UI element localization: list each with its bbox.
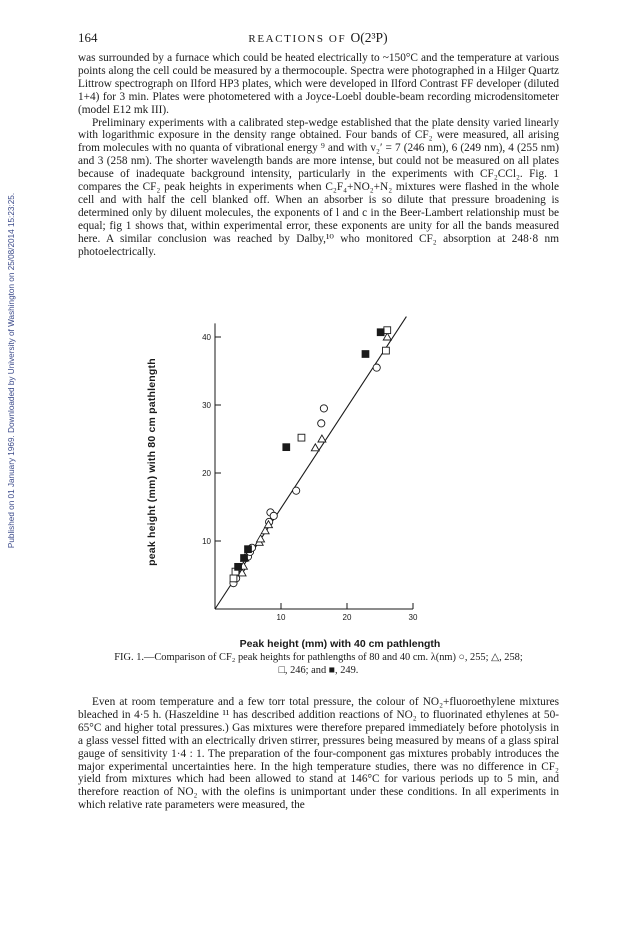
x-tick-label: 30 xyxy=(408,613,418,622)
running-head xyxy=(78,30,558,46)
data-point-square-246 xyxy=(298,434,305,441)
y-tick-label: 30 xyxy=(202,401,211,410)
paragraph: Even at room temperature and a few torr total pressure, the colour of NO₂+fluoroethylene mixtures bleached in 4·5 h. (Haszeldine ¹¹ has described addition reactions of NO₂ to fluorinated ethylenes at 50-65°C and higher total pressures.) Gas mixtures were therefore prepared immediately before photolysis in a glass vessel fitted with an electrically driven stirrer, pressures being measured by means of a glass spiral gauge of sensitivity 1·4 : 1. The preparation of the four-component gas mixtures probably introduces the major experimental uncertainties here. In the high temperature studies, there was no difference in CF₂ yield from mixtures which had been allowed to stand at 146°C for various periods up to 5 min, and therefore reaction of NO₂ with the olefins is unimportant under these conditions. In all experiments in which relative rate parameters were measured, the xyxy=(78,696,559,812)
data-point-square-246 xyxy=(230,575,237,582)
data-point-circle-255 xyxy=(270,512,277,519)
x-tick-label: 20 xyxy=(342,613,352,622)
body-text-top xyxy=(78,52,559,259)
caption-line: □, 246; and ■, 249. xyxy=(278,665,359,676)
figure-1 xyxy=(146,312,460,650)
y-tick-label: 20 xyxy=(202,469,211,478)
x-axis-label: Peak height (mm) with 40 cm pathlength xyxy=(239,638,441,650)
data-point-square-249 xyxy=(241,555,248,562)
y-tick-label: 10 xyxy=(202,537,211,546)
x-tick-label: 10 xyxy=(276,613,286,622)
figure-caption xyxy=(78,651,559,677)
paragraph: was surrounded by a furnace which could be heated electrically to ~150°C and the temperature at various points along the cell could be measured by a thermocouple. Spectra were photographed in a Hilger Quartz Littrow spectrograph on Ilford HP3 plates, which were developed in Ilford Contrast FF developer (diluted 1+4) for 3 min. Plates were photometered with a Joyce-Loebl double-beam recording microdensitometer (model E12 mk III). xyxy=(78,52,559,116)
data-point-square-249 xyxy=(377,329,384,336)
data-point-square-246 xyxy=(384,327,391,334)
scatter-plot xyxy=(160,312,460,642)
data-point-square-249 xyxy=(235,563,242,570)
data-point-square-249 xyxy=(283,444,290,451)
publication-side-note xyxy=(0,140,24,600)
data-point-square-249 xyxy=(362,351,369,358)
side-note-text: Published on 01 January 1969. Downloaded by University of Washington on 25/08/2014 15:23:25. xyxy=(7,192,17,548)
running-head-text: REACTIONS OF xyxy=(248,33,351,45)
data-point-triangle-258 xyxy=(311,444,319,451)
data-point-square-246 xyxy=(383,347,390,354)
caption-line: FIG. 1.—Comparison of CF₂ peak heights for pathlengths of 80 and 40 cm. λ(nm) ○, 255; △, 258; xyxy=(114,652,523,663)
y-axis-label: peak height (mm) with 80 cm pathlength xyxy=(146,358,158,566)
data-point-square-249 xyxy=(245,546,252,553)
body-text-bottom xyxy=(78,696,559,812)
data-point-circle-255 xyxy=(320,405,327,412)
page-number: 164 xyxy=(78,30,98,45)
y-tick-label: 40 xyxy=(202,333,211,342)
data-point-circle-255 xyxy=(373,364,380,371)
data-point-triangle-258 xyxy=(318,435,326,442)
data-point-circle-255 xyxy=(293,487,300,494)
paragraph: Preliminary experiments with a calibrated step-wedge established that the plate density varied linearly with logarithmic exposure in the density range obtained. Four bands of CF₂ were measured, all arising from molecules with no quanta of vibrational energy ⁹ and with v₂′ = 7 (246 nm), 6 (249 nm), 4 (255 nm) and 3 (258 nm). The shorter wavelength bands are more intense, but could not be measured on all plates because of inadequate background intensity, particularly in the experiments with CF₂CCl₂. Fig. 1 compares the CF₂ peak heights in experiments when C₂F₄+NO₂+N₂ mixtures were flashed in the whole cell and with half the cell blanked off. When an absorber is so dilute that pressure broadening is determined only by diluent molecules, the exponents of l and c in the Beer-Lambert relationship must be equal; fig 1 shows that, within experimental error, these exponents are unity for all the bands measured here. A similar conclusion was reached by Dalby,¹⁰ who monitored CF₂ absorption at 248·8 nm photoelectrically. xyxy=(78,116,559,258)
data-point-circle-255 xyxy=(318,420,325,427)
running-head-symbol: O(2³P) xyxy=(350,30,388,45)
